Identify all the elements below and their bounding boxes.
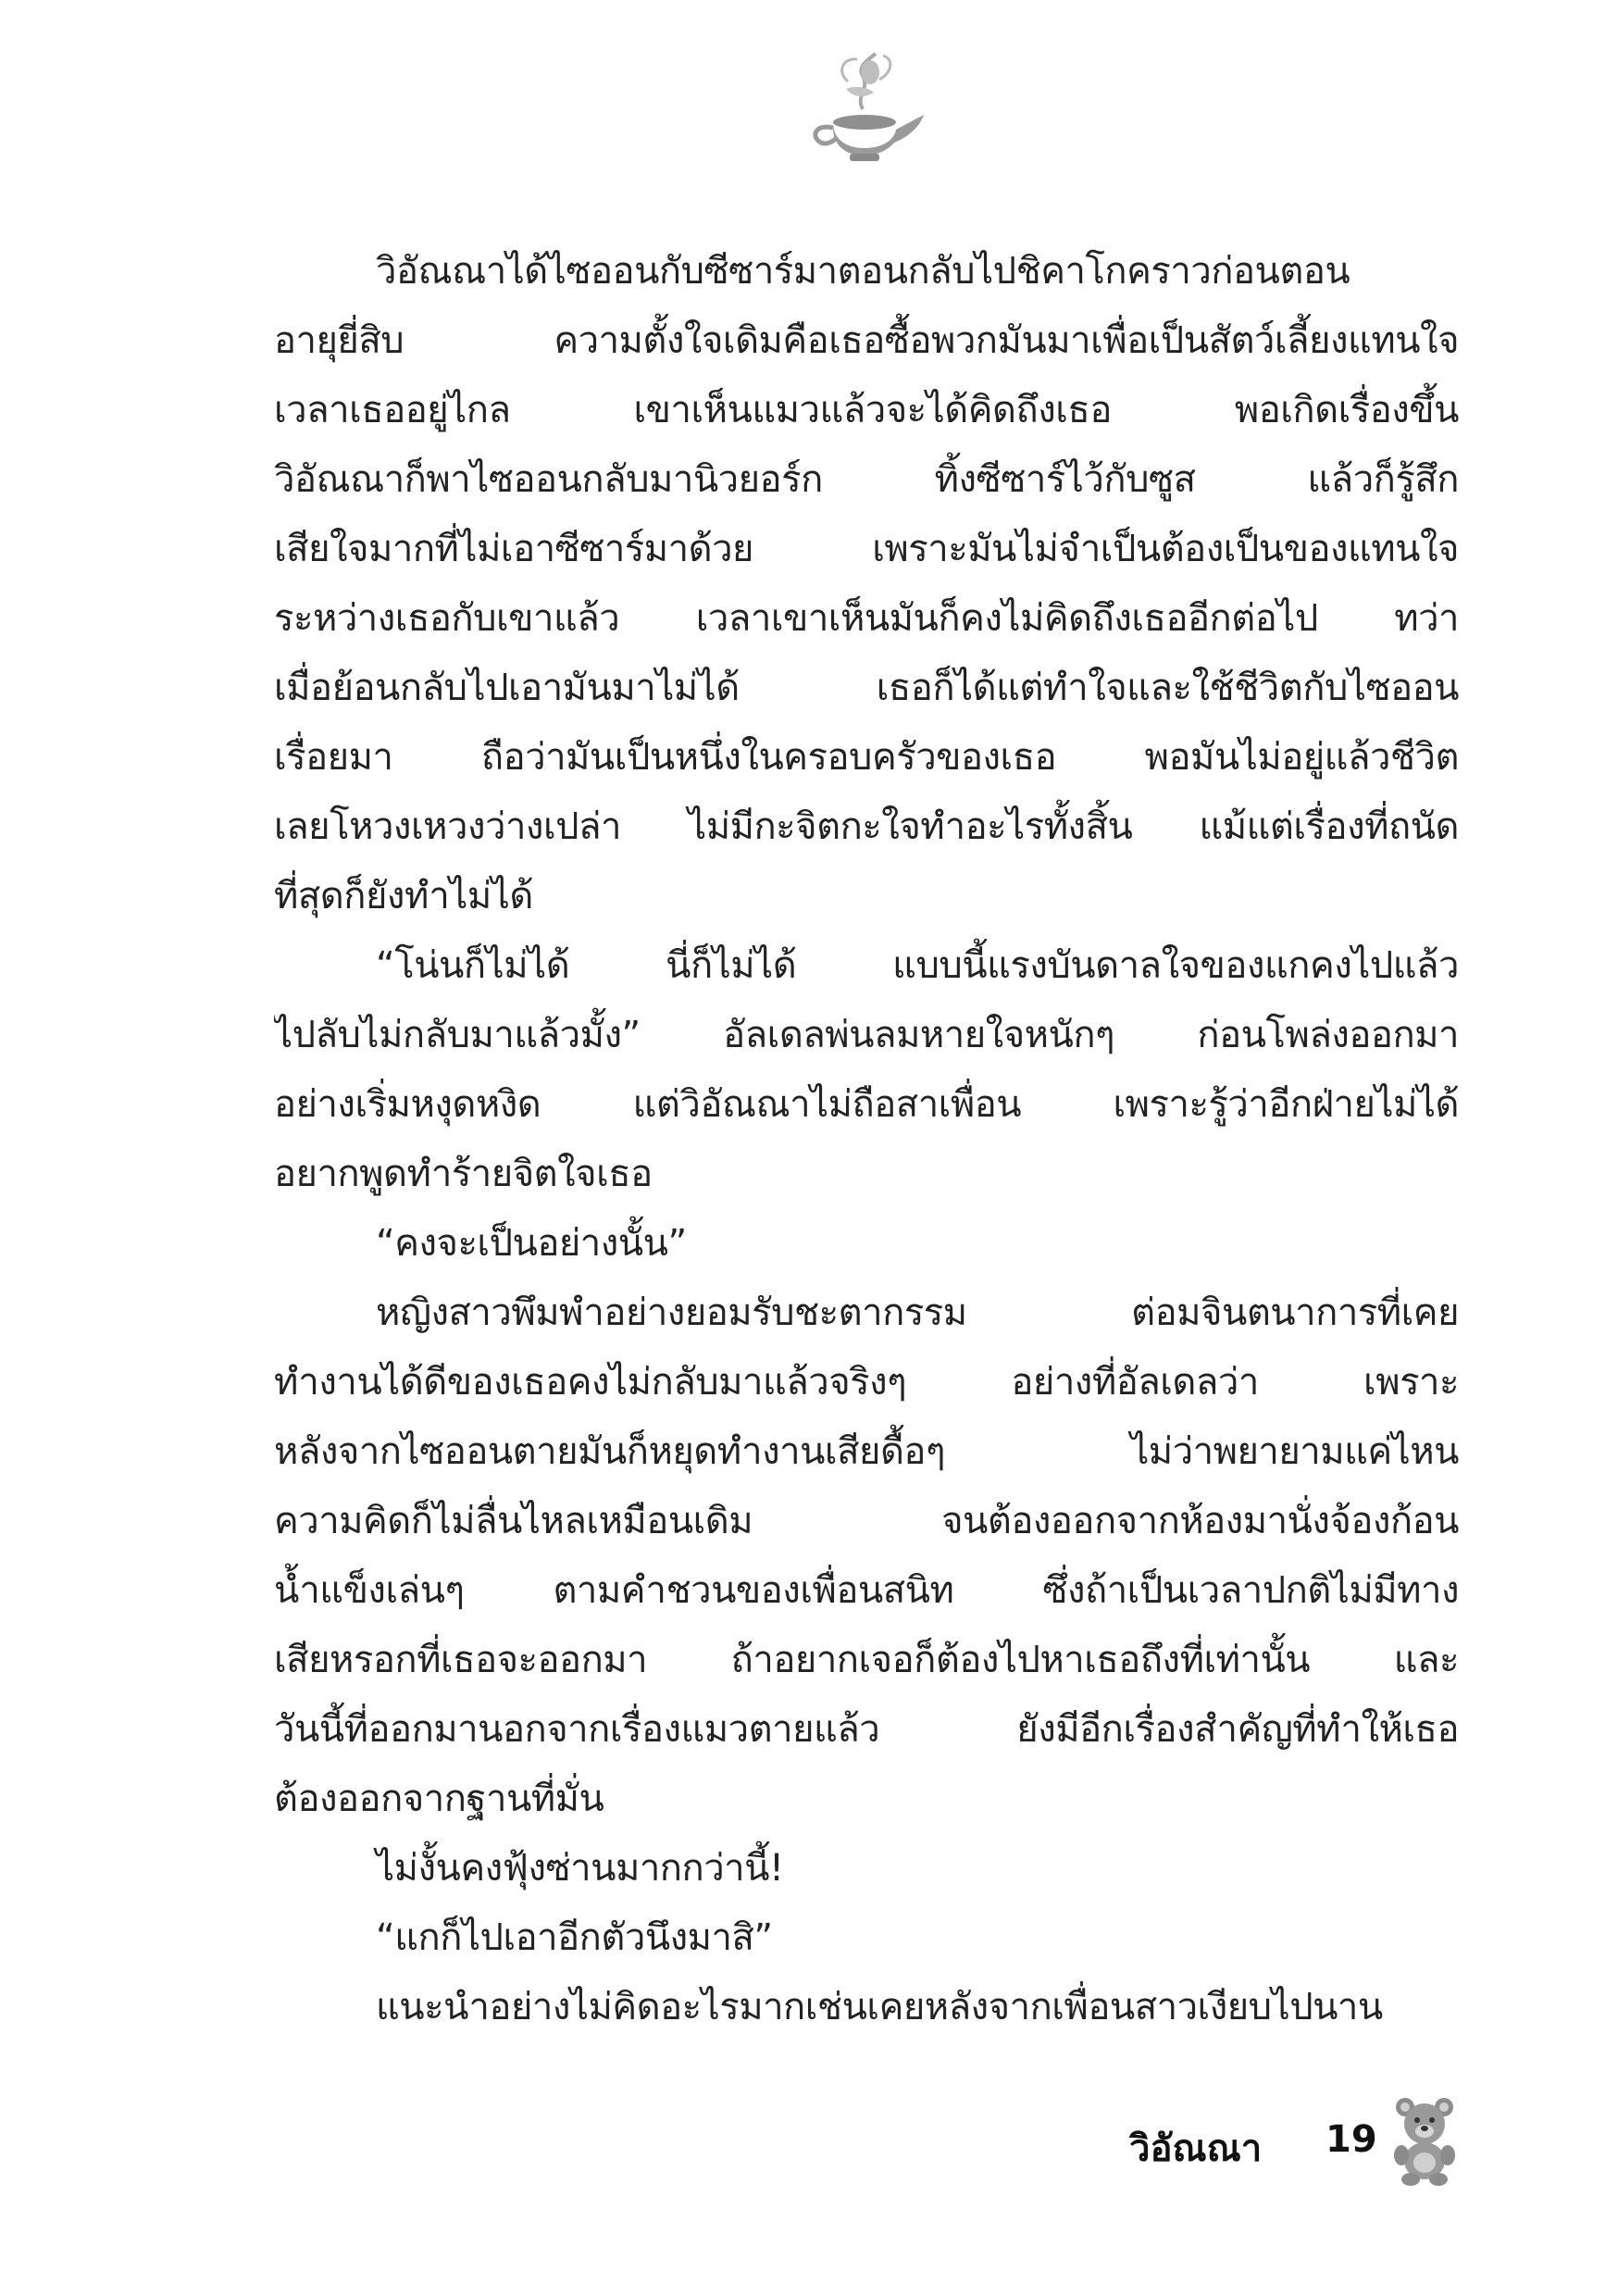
text-line: วันนี้ที่ออกมานอกจากเรื่องแมวตายแล้ว ยังมีอีกเรื่องสำคัญที่ทำให้เธอ <box>274 1708 1459 1751</box>
paragraph <box>274 1903 1459 1973</box>
text-line: ต้องออกจากฐานที่มั่น <box>274 1778 604 1820</box>
text-line: ระหว่างเธอกับเขาแล้ว เวลาเขาเห็นมันก็คงไม่คิดถึงเธออีกต่อไป ทว่า <box>274 597 1459 640</box>
text-line: หลังจากไซออนตายมันก็หยุดทำงานเสียดื้อๆ ไม่ว่าพยายามแค่ไหน <box>274 1430 1459 1473</box>
text-line: อยากพูดทำร้ายจิตใจเธอ <box>274 1153 653 1195</box>
text-line: แนะนำอย่างไม่คิดอะไรมากเช่นเคยหลังจากเพื่อนสาวเงียบไปนาน <box>376 1986 1383 2028</box>
text-line: ไปลับไม่กลับมาแล้วมั้ง” อัลเดลพ่นลมหายใจหนักๆ ก่อนโพล่งออกมา <box>274 1014 1459 1056</box>
teddy-bear-icon <box>1390 2094 1459 2187</box>
paragraph <box>274 931 1459 1209</box>
text-line: ทำงานได้ดีของเธอคงไม่กลับมาแล้วจริงๆ อย่างที่อัลเดลว่า เพราะ <box>274 1361 1459 1404</box>
genie-lamp-icon <box>790 44 939 165</box>
text-line: อย่างเริ่มหงุดหงิด แต่วิอัณณาไม่ถือสาเพื่อน เพราะรู้ว่าอีกฝ่ายไม่ได้ <box>274 1083 1459 1126</box>
text-line: ที่สุดก็ยังทำไม่ได้ <box>274 875 533 917</box>
text-line: อายุยี่สิบ ความตั้งใจเดิมคือเธอซื้อพวกมันมาเพื่อเป็นสัตว์เลี้ยงแทนใจ <box>274 319 1459 362</box>
text-line: เรื่อยมา ถือว่ามันเป็นหนึ่งในครอบครัวของเธอ พอมันไม่อยู่แล้วชีวิต <box>274 736 1459 779</box>
paragraph <box>274 1973 1459 2042</box>
text-line: ไม่งั้นคงฟุ้งซ่านมากกว่านี้! <box>376 1847 784 1890</box>
text-line: เลยโหวงเหวงว่างเปล่า ไม่มีกะจิตกะใจทำอะไรทั้งสิ้น แม้แต่เรื่องที่ถนัด <box>274 805 1459 848</box>
paragraph <box>274 1834 1459 1903</box>
paragraph <box>274 237 1459 931</box>
text-line: เวลาเธออยู่ไกล เขาเห็นแมวแล้วจะได้คิดถึงเธอ พอเกิดเรื่องขึ้น <box>274 389 1459 431</box>
page-footer <box>1129 2094 1462 2196</box>
text-line: “แกก็ไปเอาอีกตัวนึงมาสิ” <box>376 1916 773 1959</box>
book-title: วิอัณณา <box>1129 2128 1263 2170</box>
page-number: 19 <box>1326 2118 1377 2161</box>
text-line: เมื่อย้อนกลับไปเอามันมาไม่ได้ เธอก็ได้แต่ทำใจและใช้ชีวิตกับไซออน <box>274 667 1459 709</box>
body-text <box>274 237 1459 2042</box>
text-line: หญิงสาวพึมพำอย่างยอมรับชะตากรรม ต่อมจินตนาการที่เคย <box>376 1292 1459 1334</box>
text-line: วิอัณณาได้ไซออนกับซีซาร์มาตอนกลับไปชิคาโกคราวก่อนตอน <box>376 250 1350 293</box>
paragraph <box>274 1279 1459 1834</box>
text-line: วิอัณณาก็พาไซออนกลับมานิวยอร์ก ทิ้งซีซาร์ไว้กับซูส แล้วก็รู้สึก <box>274 458 1459 501</box>
text-line: ความคิดก็ไม่ลื่นไหลเหมือนเดิม จนต้องออกจากห้องมานั่งจ้องก้อน <box>274 1500 1459 1542</box>
paragraph <box>274 1209 1459 1279</box>
text-line: เสียใจมากที่ไม่เอาซีซาร์มาด้วย เพราะมันไม่จำเป็นต้องเป็นของแทนใจ <box>274 528 1459 570</box>
text-line: น้ำแข็งเล่นๆ ตามคำชวนของเพื่อนสนิท ซึ่งถ้าเป็นเวลาปกติไม่มีทาง <box>274 1569 1459 1612</box>
text-line: “คงจะเป็นอย่างนั้น” <box>376 1222 687 1265</box>
text-line: “โน่นก็ไม่ได้ นี่ก็ไม่ได้ แบบนี้แรงบันดาลใจของแกคงไปแล้ว <box>376 944 1459 987</box>
text-line: เสียหรอกที่เธอจะออกมา ถ้าอยากเจอก็ต้องไปหาเธอถึงที่เท่านั้น และ <box>274 1639 1459 1681</box>
